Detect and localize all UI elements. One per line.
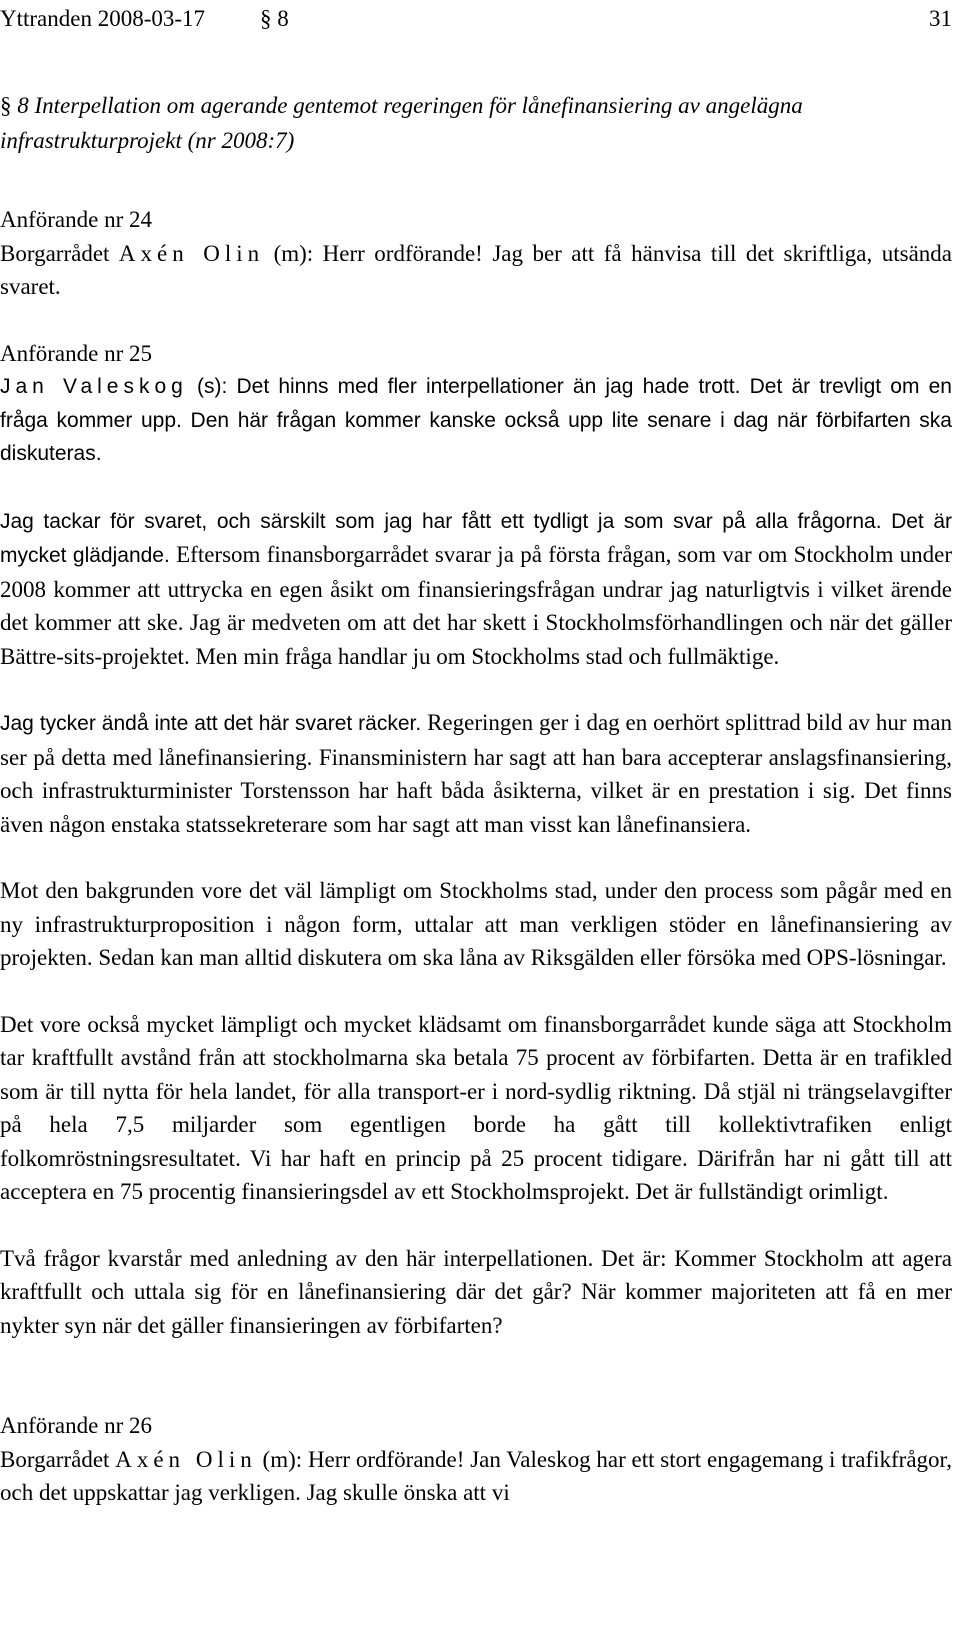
page-number: 31 — [929, 6, 952, 31]
speech-label: Anförande nr 24 — [0, 207, 153, 232]
speech-text: Herr ordförande! Jan Valeskog har ett stort engagemang i trafikfrågor, och det uppskattar jag verkligen. Jag skulle önska att vi — [0, 1446, 953, 1505]
speaker-title: Borgarrådet — [0, 1446, 110, 1472]
paragraph-text-sans: Jag tackar för svaret, och särskilt som jag har fått ett tydligt ja som svar på alla frågorna. Det är mycket glädjande. — [0, 509, 952, 567]
header-section-no: 8 — [277, 6, 289, 31]
speech-label: Anförande nr 26 — [0, 1413, 153, 1438]
speech-text: Det hinns med fler interpellationer än jag hade trott. Det är trevligt om en fråga kommer upp. Den här frågan kommer kanske också upp lite senare i dag när förbifarten ska diskuteras. — [0, 375, 952, 465]
speech-25-paragraph-5: Det vore också mycket lämpligt och mycket klädsamt om finansborgarrådet kunde säga att Stockholm tar kraftfullt avstånd från att stockholmarna ska betala 75 procent av förbifarten. Detta är en trafikled som är till nytta för hela landet, för alla transport-er i nord-sydlig riktning. Då stjäl ni trängselavgifter på hela 7,5 miljarder som egentligen borde ha gått till kollektivtrafiken enligt folkomröstningsresultatet. Vi har haft en princip på 25 procent tidigare. Därifrån har ni gått till att acceptera en 75 procentig finansieringsdel av ett Stockholmsprojekt. Det är fullständigt orimligt. — [0, 1011, 952, 1204]
speech-25 — [0, 337, 952, 471]
section-heading-mark: § — [0, 93, 12, 118]
header-section — [260, 2, 289, 36]
speech-26 — [0, 1409, 952, 1510]
speech-25-paragraph-2 — [0, 504, 952, 674]
paragraph-text-sans: Jag tycker ändå inte att det här svaret räcker. — [0, 712, 422, 735]
section-mark: § — [260, 6, 272, 31]
speaker-party: (s): — [197, 375, 228, 398]
paragraph-text: Eftersom finansborgarrådet svarar ja på första frågan, som var om Stockholm under 2008 kommer att uttrycka en egen åsikt om finansieringsfrågan undrar jag naturligtvis i vilket ärende det kommer att ske. Jag är medveten om att det har skett i Stockholmsförhandlingen och när det gäller Bättre-sits-projektet. Men min fråga handlar ju om Stockholms stad och fullmäktige. — [0, 542, 953, 669]
speaker-name: Axén Olin — [115, 1446, 257, 1472]
paragraph-text: Regeringen ger i dag en oerhört splittrad bild av hur man ser på detta med lånefinansiering. Finansministern har sagt att han bara accepterar anslagsfinansiering, och infrastrukturminister Torstensson har haft båda åsikterna, vilket är en prestation i sig. Det finns även någon enstaka statssekreterare som har sagt att man visst kan lånefinansiera. — [0, 710, 953, 837]
section-heading-title: 8 Interpellation om agerande gentemot regeringen för lånefinansiering av angelägna infrastrukturprojekt (nr 2008:7) — [0, 93, 803, 153]
speaker-name: Jan Valeskog — [0, 375, 188, 398]
speech-text: Herr ordförande! Jag ber att få hänvisa till det skriftliga, utsända svaret. — [0, 240, 952, 299]
speech-25-paragraph-6: Två frågor kvarstår med anledning av den här interpellationen. Det är: Kommer Stockholm att agera kraftfullt och uttala sig för en lånefinansiering där det går? När kommer majoriteten att få en mer nykter syn när det gäller finansieringen av förbifarten? — [0, 1245, 952, 1338]
speaker-name: Axén Olin — [118, 240, 265, 266]
section-heading — [0, 88, 952, 158]
header-date: Yttranden 2008-03-17 — [0, 6, 206, 31]
speaker-party: (m): — [262, 1446, 303, 1472]
speech-label: Anförande nr 25 — [0, 340, 153, 366]
speech-25-paragraph-3 — [0, 706, 952, 841]
speech-24 — [0, 203, 952, 304]
speech-25-paragraph-4: Mot den bakgrunden vore det väl lämpligt om Stockholms stad, under den process som pågår med en ny infrastrukturproposition i någon form, uttalar att man verkligen stöder en lånefinansiering av projekten. Sedan kan man alltid diskutera om ska låna av Riksgälden eller försöka med OPS-lösningar. — [0, 878, 952, 970]
speaker-party: (m): — [273, 240, 314, 266]
document-body — [0, 203, 952, 1543]
running-header — [0, 2, 952, 36]
speaker-title: Borgarrådet — [0, 240, 110, 266]
